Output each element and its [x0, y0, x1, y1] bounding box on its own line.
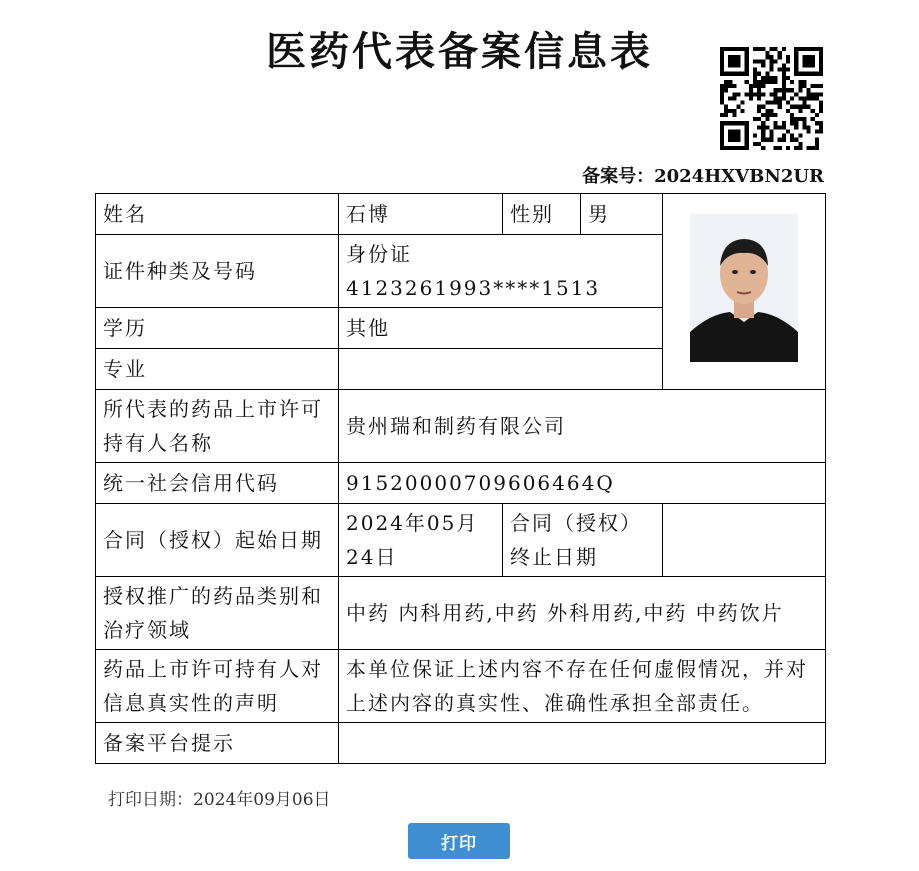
- start-date-label: 合同（授权）起始日期: [96, 504, 339, 577]
- platform-tip-label: 备案平台提示: [96, 723, 339, 764]
- id-value: 身份证 4123261993****1513: [339, 235, 663, 308]
- name-label: 姓名: [96, 194, 339, 235]
- info-table: [95, 193, 826, 764]
- platform-tip-value: [339, 723, 826, 764]
- credit-code-value: 91520000709606464Q: [339, 463, 826, 504]
- print-date-label: 打印日期：: [108, 790, 193, 810]
- end-date-label: 合同（授权）终止日期: [503, 504, 663, 577]
- statement-value: 本单位保证上述内容不存在任何虚假情况，并对上述内容的真实性、准确性承担全部责任。: [339, 650, 826, 723]
- page-title: 医药代表备案信息表: [266, 28, 653, 75]
- name-value: 石博: [339, 194, 503, 235]
- record-number-label: 备案号：: [582, 166, 655, 187]
- statement-label: 药品上市许可持有人对信息真实性的声明: [96, 650, 339, 723]
- end-date-value: [663, 504, 826, 577]
- drug-category-value: 中药 内科用药,中药 外科用药,中药 中药饮片: [339, 577, 826, 650]
- gender-label: 性别: [503, 194, 581, 235]
- qr-code: [720, 47, 823, 150]
- print-button[interactable]: 打印: [408, 823, 510, 859]
- education-label: 学历: [96, 308, 339, 349]
- gender-value: 男: [581, 194, 663, 235]
- record-number: [582, 162, 824, 188]
- print-date-value: 2024年09月06日: [193, 790, 331, 810]
- education-value: 其他: [339, 308, 663, 349]
- print-date: [108, 785, 331, 810]
- credit-code-label: 统一社会信用代码: [96, 463, 339, 504]
- avatar: [690, 214, 798, 362]
- start-date-value: 2024年05月24日: [339, 504, 503, 577]
- photo-cell: [663, 194, 826, 390]
- holder-label: 所代表的药品上市许可持有人名称: [96, 390, 339, 463]
- holder-value: 贵州瑞和制药有限公司: [339, 390, 826, 463]
- id-label: 证件种类及号码: [96, 235, 339, 308]
- record-number-value: 2024HXVBN2UR: [654, 166, 824, 187]
- drug-category-label: 授权推广的药品类别和治疗领域: [96, 577, 339, 650]
- major-value: [339, 349, 663, 390]
- major-label: 专业: [96, 349, 339, 390]
